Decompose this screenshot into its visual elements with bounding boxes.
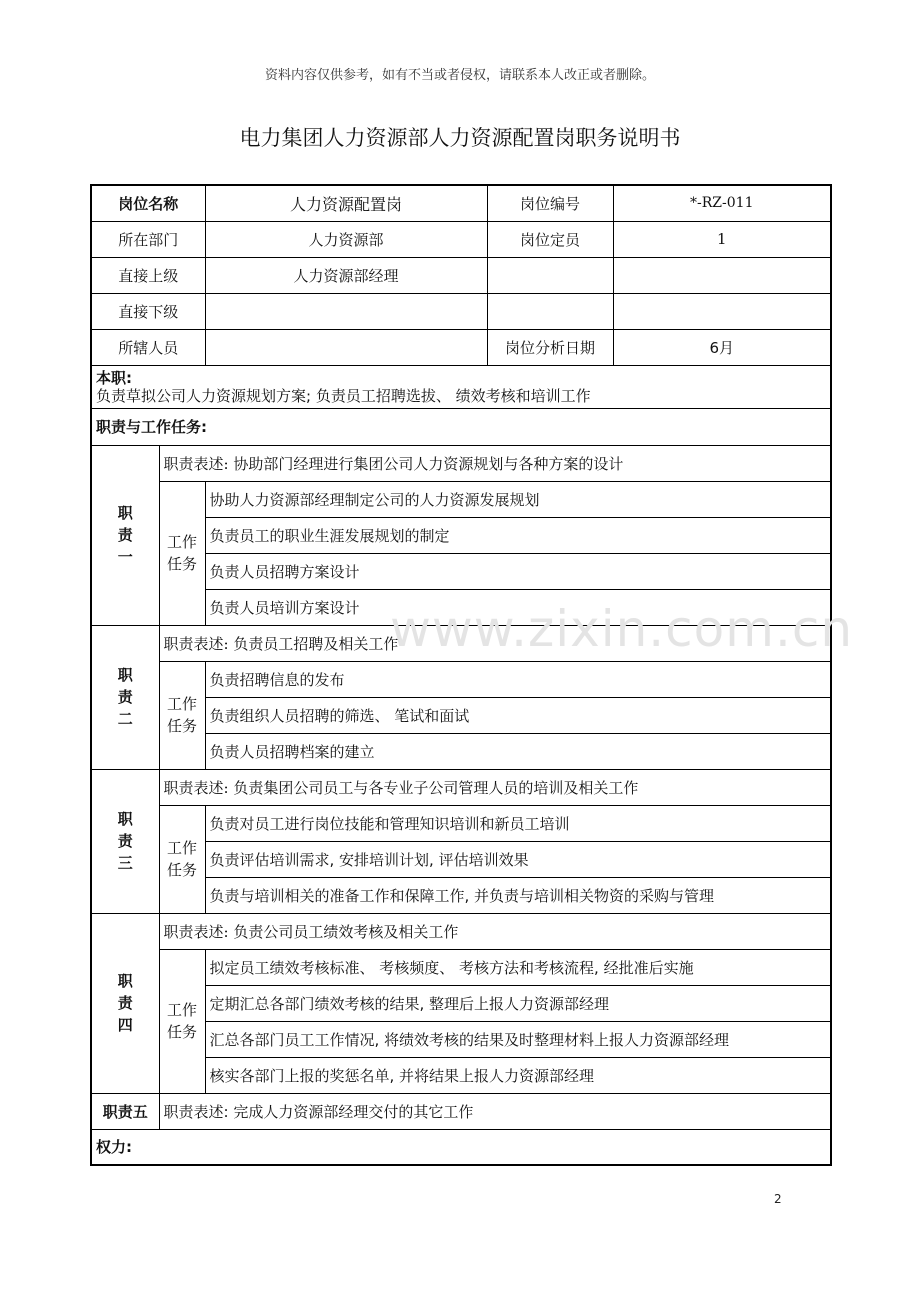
- analysis-date-label: 岗位分析日期: [487, 329, 613, 365]
- duty-name-char: 职: [117, 810, 133, 828]
- task-item: 定期汇总各部门绩效考核的结果, 整理后上报人力资源部经理: [205, 985, 831, 1021]
- duty-name: [91, 769, 159, 913]
- task-label-line: 任务: [167, 555, 198, 573]
- position-code-label: 岗位编号: [487, 185, 613, 221]
- subordinate-label: 直接下级: [91, 293, 205, 329]
- task-label: [159, 481, 205, 625]
- task-label-line: 任务: [167, 861, 198, 879]
- empty-cell: [487, 293, 613, 329]
- task-item: 负责组织人员招聘的筛选、 笔试和面试: [205, 697, 831, 733]
- duty-name-char: 职: [117, 504, 133, 522]
- position-name-value: 人力资源配置岗: [205, 185, 487, 221]
- task-label: [159, 949, 205, 1093]
- department-value: 人力资源部: [205, 221, 487, 257]
- duty-name: [91, 625, 159, 769]
- empty-cell: [613, 293, 831, 329]
- authority-label: 权力:: [91, 1129, 831, 1165]
- duty-name-char: 责: [117, 994, 133, 1012]
- task-label-line: 工作: [167, 533, 198, 551]
- task-item: 汇总各部门员工工作情况, 将绩效考核的结果及时整理材料上报人力资源部经理: [205, 1021, 831, 1057]
- watermark: www.zixin.com.cn: [390, 600, 854, 658]
- position-code-value: *-RZ-011: [613, 185, 831, 221]
- task-label: [159, 805, 205, 913]
- subordinate-value: [205, 293, 487, 329]
- main-duty-text: 负责草拟公司人力资源规划方案; 负责员工招聘选拔、 绩效考核和培训工作: [96, 386, 591, 405]
- staff-value: [205, 329, 487, 365]
- analysis-date-value: 6月: [613, 329, 831, 365]
- duty-name-char: 职: [117, 666, 133, 684]
- task-label-line: 工作: [167, 839, 198, 857]
- task-label-line: 工作: [167, 1001, 198, 1019]
- duty5-statement: 职责表述: 完成人力资源部经理交付的其它工作: [159, 1093, 831, 1129]
- headcount-label: 岗位定员: [487, 221, 613, 257]
- duties-header: 职责与工作任务:: [91, 408, 831, 445]
- duty-statement: 职责表述: 负责集团公司员工与各专业子公司管理人员的培训及相关工作: [159, 769, 831, 805]
- task-item: 负责员工的职业生涯发展规划的制定: [205, 517, 831, 553]
- task-item: 负责人员招聘方案设计: [205, 553, 831, 589]
- main-duty-label: 本职:: [96, 368, 132, 387]
- duty-name-char: 三: [117, 854, 133, 872]
- task-item: 核实各部门上报的奖惩名单, 并将结果上报人力资源部经理: [205, 1057, 831, 1093]
- duty-name-char: 一: [117, 548, 133, 566]
- department-label: 所在部门: [91, 221, 205, 257]
- task-label-line: 工作: [167, 695, 198, 713]
- duty-name-char: 责: [117, 832, 133, 850]
- task-item: 负责评估培训需求, 安排培训计划, 评估培训效果: [205, 841, 831, 877]
- job-description-table: [90, 184, 832, 1166]
- task-label: [159, 661, 205, 769]
- task-item: 负责人员培训方案设计: [205, 589, 831, 625]
- duty-statement: 职责表述: 协助部门经理进行集团公司人力资源规划与各种方案的设计: [159, 445, 831, 481]
- task-item: 拟定员工绩效考核标准、 考核频度、 考核方法和考核流程, 经批准后实施: [205, 949, 831, 985]
- superior-label: 直接上级: [91, 257, 205, 293]
- headcount-value: 1: [613, 221, 831, 257]
- empty-cell: [613, 257, 831, 293]
- task-label-line: 任务: [167, 717, 198, 735]
- superior-value: 人力资源部经理: [205, 257, 487, 293]
- main-duty-cell: [91, 365, 831, 408]
- duty-name-char: 二: [117, 710, 133, 728]
- task-item: 负责对员工进行岗位技能和管理知识培训和新员工培训: [205, 805, 831, 841]
- empty-cell: [487, 257, 613, 293]
- disclaimer: 资料内容仅供参考，如有不当或者侵权，请联系本人改正或者删除。: [264, 68, 655, 83]
- duty5-name: 职责五: [91, 1093, 159, 1129]
- duty-statement: 职责表述: 负责公司员工绩效考核及相关工作: [159, 913, 831, 949]
- task-label-line: 任务: [167, 1023, 198, 1041]
- duty-name: [91, 913, 159, 1093]
- duty-name: [91, 445, 159, 625]
- duty-name-char: 责: [117, 526, 133, 544]
- task-item: 负责与培训相关的准备工作和保障工作, 并负责与培训相关物资的采购与管理: [205, 877, 831, 913]
- duty-name-char: 职: [117, 972, 133, 990]
- task-item: 协助人力资源部经理制定公司的人力资源发展规划: [205, 481, 831, 517]
- task-item: 负责招聘信息的发布: [205, 661, 831, 697]
- duty-name-char: 四: [117, 1016, 133, 1034]
- duty-statement: 职责表述: 负责员工招聘及相关工作: [159, 625, 831, 661]
- page-number: 2: [774, 1192, 782, 1206]
- duty-name-char: 责: [117, 688, 133, 706]
- staff-label: 所辖人员: [91, 329, 205, 365]
- duties-section: [91, 445, 831, 1093]
- document-title: 电力集团人力资源部人力资源配置岗职务说明书: [239, 126, 681, 150]
- position-name-label: 岗位名称: [91, 185, 205, 221]
- task-item: 负责人员招聘档案的建立: [205, 733, 831, 769]
